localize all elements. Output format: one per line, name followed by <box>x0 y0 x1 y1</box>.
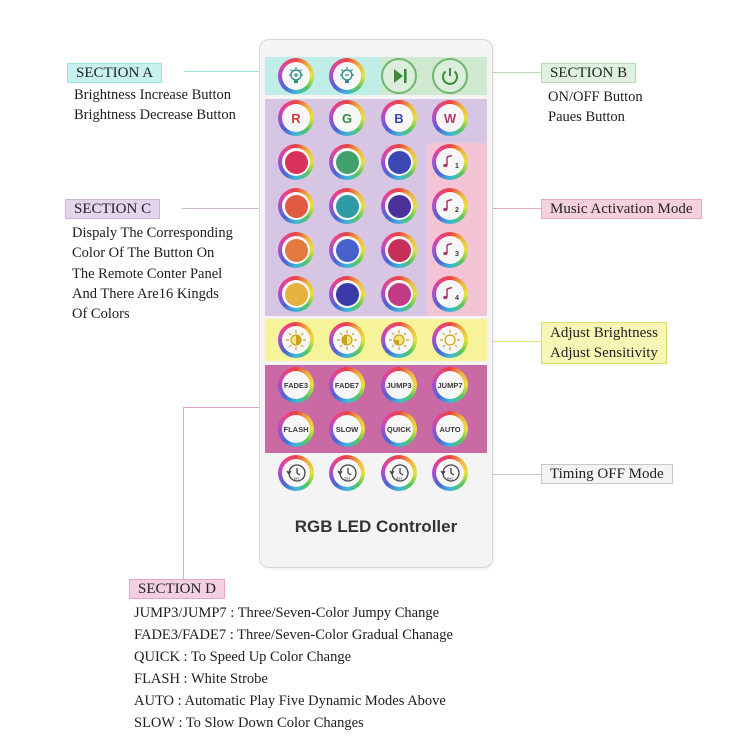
section-b-desc <box>548 87 643 127</box>
section-d-desc <box>134 602 453 734</box>
timing-connector <box>485 474 543 475</box>
play-pause-button[interactable] <box>381 58 417 94</box>
section-d-connector-v <box>183 407 184 579</box>
color-button[interactable] <box>278 144 314 180</box>
adjust-button-2[interactable] <box>329 322 365 358</box>
bulb-plus-icon <box>286 66 306 86</box>
section-b-line: Paues Button <box>548 109 625 125</box>
section-b-connector <box>485 72 543 73</box>
rgbw-letter: G <box>341 110 353 126</box>
brightness-tag <box>541 322 667 364</box>
music-tag: Music Activation Mode <box>541 199 702 219</box>
power-icon <box>434 60 466 92</box>
mode-label: FADE3 <box>283 380 309 390</box>
mode-label: FLASH <box>283 424 309 434</box>
white-button[interactable] <box>432 100 468 136</box>
mode-label: JUMP7 <box>437 380 463 390</box>
timer-button-1[interactable] <box>278 455 314 491</box>
color-button[interactable] <box>381 188 417 224</box>
flash-button[interactable] <box>278 411 314 447</box>
section-d-line: AUTO : Automatic Play Five Dynamic Modes Above <box>134 693 446 709</box>
brightness-line: Adjust Brightness <box>550 325 658 341</box>
clock-icon <box>387 461 411 485</box>
section-c-desc <box>72 223 233 324</box>
timer-button-4[interactable] <box>432 455 468 491</box>
music-button-3[interactable] <box>432 232 468 268</box>
mode-label: SLOW <box>335 424 359 434</box>
timer-label: 6H <box>447 476 453 481</box>
rgbw-letter: B <box>394 110 404 126</box>
fade3-button[interactable] <box>278 367 314 403</box>
section-d-line: FLASH : White Strobe <box>134 671 268 687</box>
blue-button[interactable] <box>381 100 417 136</box>
section-c-connector <box>182 208 266 209</box>
brightness-down-button[interactable] <box>329 58 365 94</box>
section-b-line: ON/OFF Button <box>548 89 643 105</box>
color-button[interactable] <box>381 232 417 268</box>
bulb-minus-icon <box>337 66 357 86</box>
clock-icon <box>335 461 359 485</box>
color-button[interactable] <box>278 276 314 312</box>
section-b-tag: SECTION B <box>541 63 636 83</box>
sun-icon <box>285 329 307 351</box>
section-d-connector-h <box>183 407 266 408</box>
music-label: 4 <box>455 294 459 302</box>
rgbw-letter: W <box>443 110 457 126</box>
music-connector <box>485 208 543 209</box>
section-c-line: Of Colors <box>72 306 130 323</box>
timing-tag: Timing OFF Mode <box>541 464 673 484</box>
color-button[interactable] <box>329 144 365 180</box>
quick-button[interactable] <box>381 411 417 447</box>
mode-label: QUICK <box>386 424 412 434</box>
music-button-4[interactable] <box>432 276 468 312</box>
adjust-button-4[interactable] <box>432 322 468 358</box>
section-d-line: FADE3/FADE7 : Three/Seven-Color Gradual Chanage <box>134 627 453 643</box>
music-label: 2 <box>455 206 459 214</box>
color-button[interactable] <box>278 232 314 268</box>
color-button[interactable] <box>329 232 365 268</box>
power-button[interactable] <box>432 58 468 94</box>
mode-label: AUTO <box>439 424 461 434</box>
section-c-line: The Remote Conter Panel <box>72 265 223 282</box>
music-button-1[interactable] <box>432 144 468 180</box>
section-a-line: Brightness Increase Button <box>74 87 232 103</box>
clock-icon <box>284 461 308 485</box>
color-button[interactable] <box>381 144 417 180</box>
section-c-line: Color Of The Button On <box>72 245 215 262</box>
music-label: 3 <box>455 250 459 258</box>
timer-label: 1H <box>293 476 299 481</box>
brightness-up-button[interactable] <box>278 58 314 94</box>
color-button[interactable] <box>329 276 365 312</box>
red-button[interactable] <box>278 100 314 136</box>
fade7-button[interactable] <box>329 367 365 403</box>
section-d-tag: SECTION D <box>129 579 225 599</box>
green-button[interactable] <box>329 100 365 136</box>
jump7-button[interactable] <box>432 367 468 403</box>
sun-icon <box>336 329 358 351</box>
rgbw-letter: R <box>291 110 301 126</box>
music-label: 1 <box>455 162 459 170</box>
adjust-button-1[interactable] <box>278 322 314 358</box>
section-c-tag: SECTION C <box>65 199 160 219</box>
section-d-line: SLOW : To Slow Down Color Changes <box>134 715 364 731</box>
music-button-2[interactable] <box>432 188 468 224</box>
section-a-connector <box>184 71 266 72</box>
adjust-button-3[interactable] <box>381 322 417 358</box>
mode-label: FADE7 <box>334 380 360 390</box>
remote-title: RGB LED Controller <box>294 517 458 536</box>
section-d-line: QUICK : To Speed Up Color Change <box>134 649 352 665</box>
section-a-desc <box>74 85 236 125</box>
color-button[interactable] <box>329 188 365 224</box>
slow-button[interactable] <box>329 411 365 447</box>
play-pause-icon <box>383 60 415 92</box>
clock-icon <box>438 461 462 485</box>
auto-button[interactable] <box>432 411 468 447</box>
timer-button-2[interactable] <box>329 455 365 491</box>
timer-label: 4H <box>396 476 402 481</box>
section-a-line: Brightness Decrease Button <box>74 107 236 123</box>
mode-label: JUMP3 <box>386 380 412 390</box>
section-a-tag: SECTION A <box>67 63 162 83</box>
sun-icon <box>439 329 461 351</box>
section-c-line: And There Are16 Kingds <box>72 285 219 302</box>
remote-control <box>259 39 493 568</box>
color-button[interactable] <box>381 276 417 312</box>
timer-label: 2H <box>344 476 350 481</box>
section-d-line: JUMP3/JUMP7 : Three/Seven-Color Jumpy Change <box>134 605 440 621</box>
color-button[interactable] <box>278 188 314 224</box>
jump3-button[interactable] <box>381 367 417 403</box>
section-c-line: Dispaly The Corresponding <box>72 225 233 241</box>
sun-icon <box>388 329 410 351</box>
brightness-line: Adjust Sensitivity <box>550 345 658 361</box>
timer-button-3[interactable] <box>381 455 417 491</box>
brightness-connector <box>485 341 543 342</box>
